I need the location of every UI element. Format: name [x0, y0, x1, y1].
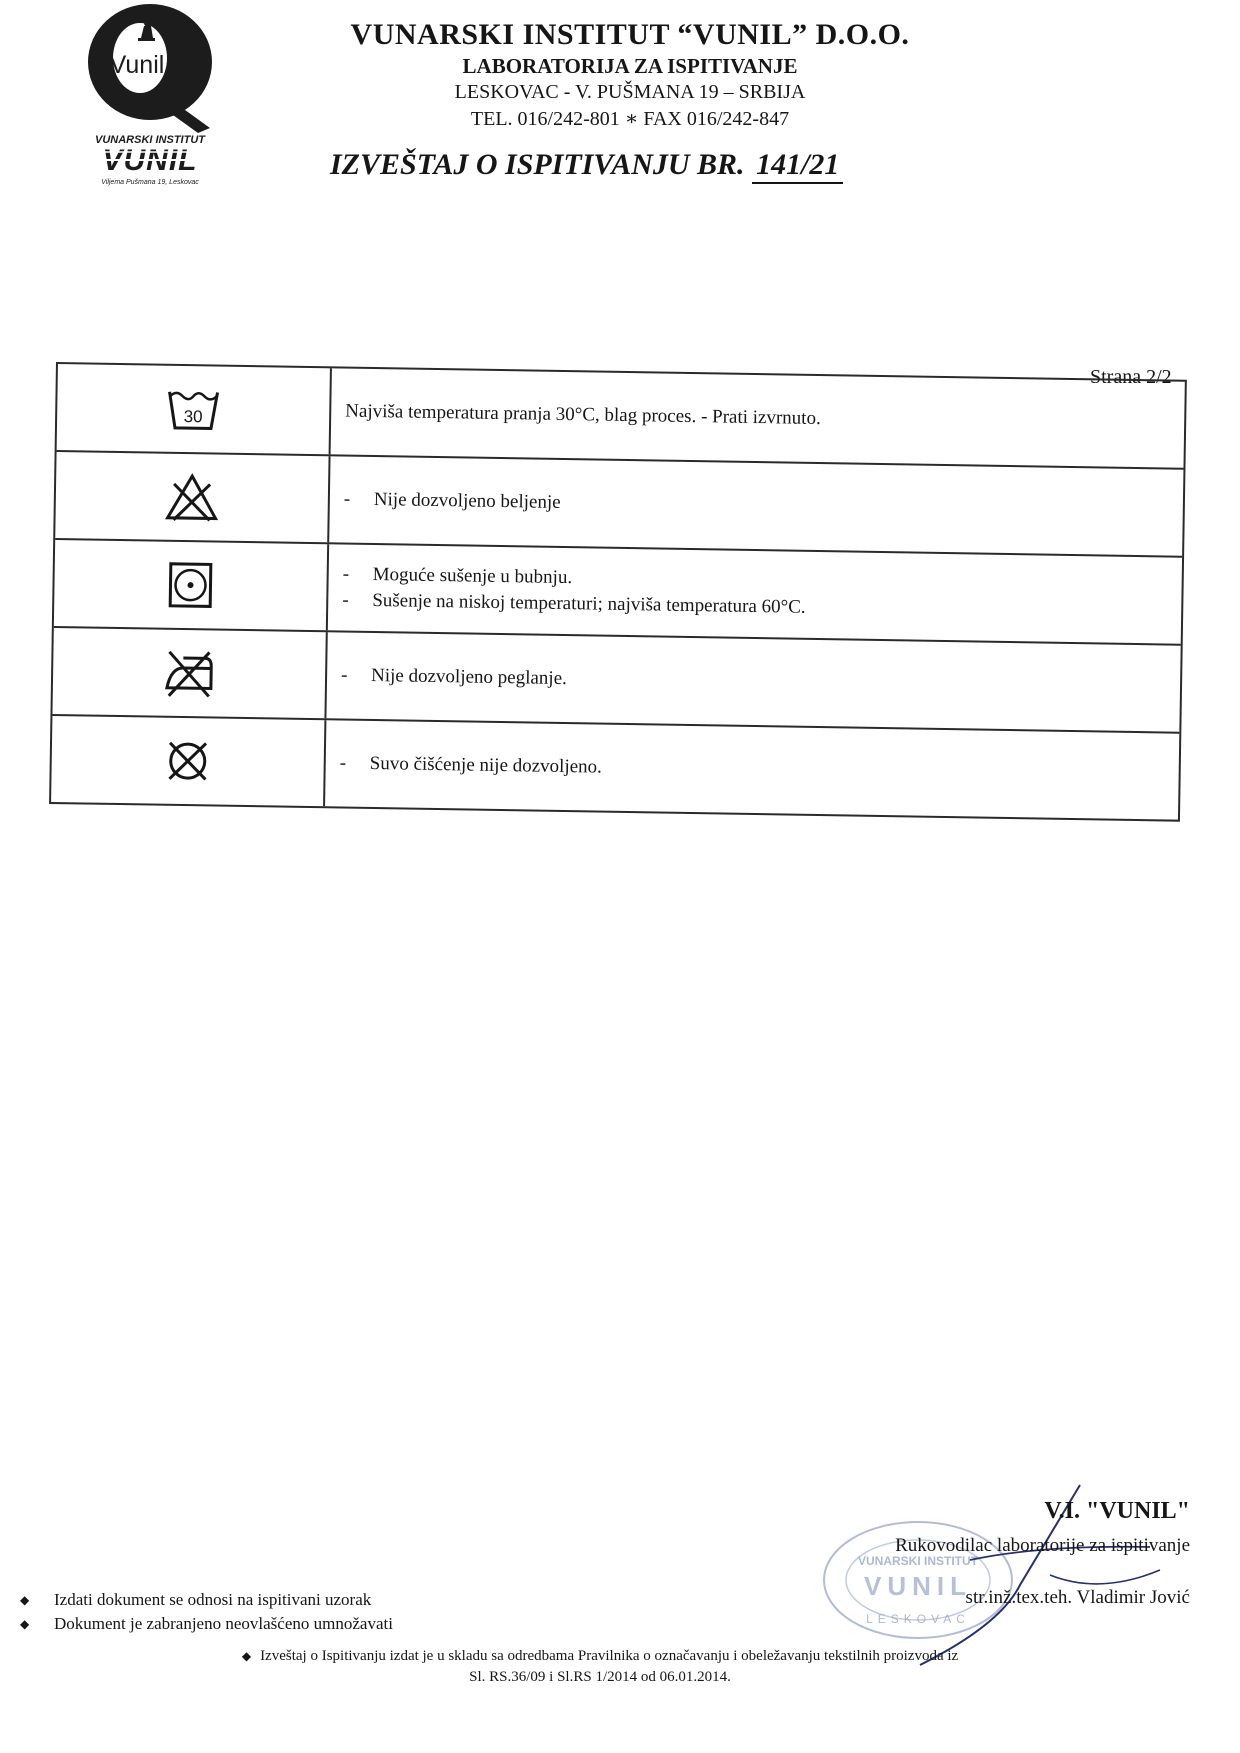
tumble-dry-low-icon: [162, 560, 219, 611]
symbol-cell: [52, 628, 327, 718]
svg-text:Vunil: Vunil: [109, 51, 165, 79]
report-title-prefix: IZVEŠTAJ O ISPITIVANJU BR.: [330, 148, 745, 181]
table-row: [51, 716, 1179, 820]
page-number: Strana 2/2: [1090, 366, 1172, 388]
instruction-line: [341, 663, 1180, 702]
instruction-text: Najviša temperatura pranja 30°C, blag proces. - Prati izvrnuto.: [345, 400, 821, 430]
footer-note-text: Dokument je zabranjeno neovlašćeno umnožavati: [54, 1614, 393, 1633]
svg-text:VUNIL: VUNIL: [864, 1571, 972, 1601]
instruction-line: [344, 487, 1183, 526]
instruction-cell: [329, 456, 1183, 555]
q-letter-microscope-logo-icon: [78, 2, 228, 192]
diamond-bullet-icon: ◆: [20, 1592, 30, 1607]
instruction-cell: [328, 544, 1182, 643]
wash-temperature-label: 30: [183, 407, 203, 427]
instruction-text: Moguće sušenje u bubnju.: [372, 564, 573, 589]
organization-address: LESKOVAC - V. PUŠMANA 19 – SRBIJA: [454, 81, 806, 103]
legal-text: Izveštaj o Ispitivanju izdat je u skladu sa odredbama Pravilnika o označavanju i obeležavanju tekstilnih proizvoda iz: [260, 1648, 959, 1664]
svg-text:Viljema Pušmana 19, Leskovac: Viljema Pušmana 19, Leskovac: [101, 179, 199, 186]
instruction-line: [345, 399, 1184, 438]
report-number: 141/21: [752, 148, 843, 184]
organization-name: VUNARSKI INSTITUT “VUNIL” D.O.O.: [350, 18, 910, 51]
instruction-cell: [325, 720, 1179, 819]
symbol-cell: [51, 716, 326, 806]
footer-note-text: Izdati dokument se odnosi na ispitivani uzorak: [54, 1590, 372, 1609]
instruction-text: Nije dozvoljeno beljenje: [373, 489, 561, 514]
company-logo: [78, 2, 228, 192]
list-item: [20, 1590, 393, 1610]
signature-block: [880, 1498, 1190, 1609]
dash-bullet: -: [340, 664, 348, 686]
organization-phone: TEL. 016/242-801 ∗ FAX 016/242-847: [470, 108, 790, 130]
wash-tub-30-icon: [165, 384, 222, 435]
dash-bullet: -: [343, 488, 351, 510]
svg-text:VUNIL: VUNIL: [102, 144, 198, 177]
document-header: [330, 18, 930, 131]
instruction-line: [340, 751, 1179, 790]
svg-text:LESKOVAC: LESKOVAC: [866, 1612, 970, 1626]
dash-bullet: -: [342, 589, 349, 611]
dash-bullet: -: [342, 563, 350, 585]
footer-legal-notice: [150, 1648, 1050, 1686]
legal-text: Sl. RS.36/09 i Sl.RS 1/2014 od 06.01.2014.: [469, 1669, 731, 1685]
instruction-text: Suvo čišćenje nije dozvoljeno.: [369, 753, 603, 778]
footer-notes: [20, 1590, 393, 1638]
instruction-cell: [326, 632, 1180, 731]
laboratory-name: LABORATORIJA ZA ISPITIVANJE: [462, 54, 798, 78]
svg-text:VUNARSKI INSTITUT: VUNARSKI INSTITUT: [95, 134, 205, 146]
signer-role: Rukovodilac laboratorije za ispitivanje: [895, 1535, 1190, 1556]
signer-name: str.inž.tex.teh. Vladimir Jović: [965, 1587, 1190, 1608]
legal-line: [150, 1669, 1050, 1686]
company-short-name: V.I. "VUNIL": [1044, 1498, 1190, 1524]
dash-bullet: -: [339, 752, 347, 774]
symbol-cell: [55, 452, 330, 542]
instruction-text: Nije dozvoljeno peglanje.: [370, 665, 568, 690]
no-bleach-icon: [164, 472, 221, 523]
instruction-text: Sušenje na niskoj temperaturi; najviša temperatura 60°C.: [372, 589, 806, 618]
symbol-cell: [54, 540, 329, 630]
care-instructions-table: [49, 362, 1187, 822]
legal-line: [150, 1648, 1050, 1665]
instruction-cell: [331, 368, 1185, 467]
symbol-cell: [57, 364, 332, 454]
no-dry-clean-icon: [159, 736, 216, 787]
no-iron-icon: [161, 648, 218, 699]
diamond-bullet-icon: ◆: [241, 1649, 261, 1663]
list-item: [20, 1614, 393, 1634]
report-title: [330, 148, 843, 184]
svg-text:VUNARSKI INSTITUT: VUNARSKI INSTITUT: [858, 1554, 978, 1568]
diamond-bullet-icon: ◆: [20, 1616, 30, 1631]
